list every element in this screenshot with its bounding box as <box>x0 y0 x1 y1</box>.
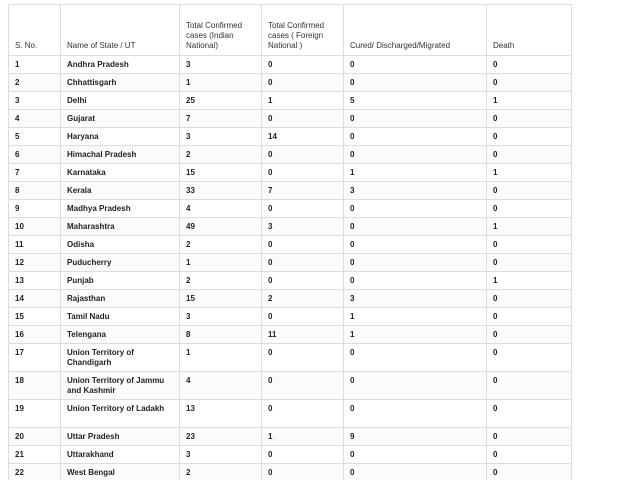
cell-cured: 0 <box>344 464 487 480</box>
cell-confirmed-indian: 3 <box>180 128 262 146</box>
cell-confirmed-foreign: 0 <box>262 110 344 128</box>
cell-confirmed-indian: 1 <box>180 254 262 272</box>
cell-death: 0 <box>487 372 572 400</box>
header-serial-number: S. No. <box>9 5 61 56</box>
cell-confirmed-indian: 15 <box>180 290 262 308</box>
cell-serial-number: 15 <box>9 308 61 326</box>
table-row <box>9 128 572 146</box>
cell-confirmed-foreign: 2 <box>262 290 344 308</box>
header-confirmed-foreign: Total Confirmed cases ( Foreign National ) <box>262 5 344 56</box>
cell-state-name: Andhra Pradesh <box>61 56 180 74</box>
cell-cured: 0 <box>344 446 487 464</box>
cell-state-name: Himachal Pradesh <box>61 146 180 164</box>
cell-state-name: Odisha <box>61 236 180 254</box>
cell-confirmed-foreign: 1 <box>262 428 344 446</box>
cell-death: 0 <box>487 400 572 428</box>
table-row <box>9 290 572 308</box>
table-row <box>9 236 572 254</box>
cell-death: 0 <box>487 200 572 218</box>
table-row <box>9 400 572 428</box>
cell-cured: 0 <box>344 110 487 128</box>
cell-confirmed-indian: 2 <box>180 464 262 480</box>
cell-serial-number: 21 <box>9 446 61 464</box>
cell-serial-number: 14 <box>9 290 61 308</box>
cell-confirmed-indian: 3 <box>180 308 262 326</box>
cell-confirmed-indian: 23 <box>180 428 262 446</box>
cell-state-name: West Bengal <box>61 464 180 480</box>
cell-confirmed-foreign: 11 <box>262 326 344 344</box>
cell-confirmed-foreign: 0 <box>262 56 344 74</box>
table-row <box>9 182 572 200</box>
cell-cured: 0 <box>344 56 487 74</box>
cell-cured: 3 <box>344 182 487 200</box>
cell-confirmed-indian: 8 <box>180 326 262 344</box>
table-row <box>9 344 572 372</box>
cell-state-name: Union Territory of Jammu and Kashmir <box>61 372 180 400</box>
header-row <box>9 5 572 56</box>
cell-confirmed-foreign: 0 <box>262 254 344 272</box>
header-cured: Cured/ Discharged/Migrated <box>344 5 487 56</box>
table-row <box>9 92 572 110</box>
cell-death: 0 <box>487 308 572 326</box>
cell-serial-number: 20 <box>9 428 61 446</box>
cell-death: 0 <box>487 74 572 92</box>
cell-cured: 9 <box>344 428 487 446</box>
cell-death: 1 <box>487 272 572 290</box>
cell-cured: 1 <box>344 326 487 344</box>
header-death: Death <box>487 5 572 56</box>
cell-death: 0 <box>487 128 572 146</box>
table-row <box>9 74 572 92</box>
cell-death: 0 <box>487 428 572 446</box>
cell-death: 0 <box>487 464 572 480</box>
cell-serial-number: 17 <box>9 344 61 372</box>
cell-cured: 0 <box>344 372 487 400</box>
cell-death: 0 <box>487 236 572 254</box>
cell-confirmed-indian: 33 <box>180 182 262 200</box>
cell-state-name: Uttarakhand <box>61 446 180 464</box>
cell-confirmed-indian: 7 <box>180 110 262 128</box>
cell-state-name: Tamil Nadu <box>61 308 180 326</box>
cell-confirmed-indian: 13 <box>180 400 262 428</box>
cell-cured: 0 <box>344 400 487 428</box>
cell-confirmed-foreign: 0 <box>262 400 344 428</box>
cell-serial-number: 3 <box>9 92 61 110</box>
cell-cured: 3 <box>344 290 487 308</box>
cell-state-name: Punjab <box>61 272 180 290</box>
cell-state-name: Kerala <box>61 182 180 200</box>
cell-confirmed-foreign: 0 <box>262 272 344 290</box>
cell-cured: 0 <box>344 344 487 372</box>
table-row <box>9 372 572 400</box>
table-body <box>9 56 572 480</box>
cell-confirmed-foreign: 0 <box>262 236 344 254</box>
cell-confirmed-indian: 2 <box>180 272 262 290</box>
cell-state-name: Uttar Pradesh <box>61 428 180 446</box>
cell-confirmed-indian: 3 <box>180 446 262 464</box>
table-row <box>9 308 572 326</box>
cell-confirmed-foreign: 7 <box>262 182 344 200</box>
cell-state-name: Union Territory of Ladakh <box>61 400 180 428</box>
header-state-name: Name of State / UT <box>61 5 180 56</box>
cell-cured: 0 <box>344 254 487 272</box>
cell-state-name: Union Territory of Chandigarh <box>61 344 180 372</box>
cell-death: 0 <box>487 254 572 272</box>
cell-confirmed-indian: 49 <box>180 218 262 236</box>
cell-confirmed-indian: 4 <box>180 200 262 218</box>
cell-serial-number: 10 <box>9 218 61 236</box>
cell-serial-number: 16 <box>9 326 61 344</box>
cell-cured: 0 <box>344 272 487 290</box>
cell-confirmed-foreign: 0 <box>262 308 344 326</box>
cell-state-name: Delhi <box>61 92 180 110</box>
cell-death: 0 <box>487 146 572 164</box>
cell-confirmed-foreign: 0 <box>262 200 344 218</box>
cell-confirmed-foreign: 14 <box>262 128 344 146</box>
table-row <box>9 164 572 182</box>
cell-death: 1 <box>487 218 572 236</box>
cell-serial-number: 1 <box>9 56 61 74</box>
cell-serial-number: 6 <box>9 146 61 164</box>
covid-cases-table <box>8 4 572 480</box>
cell-serial-number: 8 <box>9 182 61 200</box>
cell-serial-number: 4 <box>9 110 61 128</box>
cell-confirmed-foreign: 0 <box>262 446 344 464</box>
cell-confirmed-indian: 2 <box>180 236 262 254</box>
cell-confirmed-foreign: 0 <box>262 344 344 372</box>
cell-cured: 0 <box>344 236 487 254</box>
cell-serial-number: 19 <box>9 400 61 428</box>
cell-confirmed-foreign: 0 <box>262 146 344 164</box>
table-row <box>9 446 572 464</box>
header-confirmed-indian: Total Confirmed cases (Indian National) <box>180 5 262 56</box>
cell-state-name: Gujarat <box>61 110 180 128</box>
cell-serial-number: 13 <box>9 272 61 290</box>
cell-confirmed-foreign: 0 <box>262 372 344 400</box>
cell-serial-number: 2 <box>9 74 61 92</box>
cell-confirmed-foreign: 0 <box>262 74 344 92</box>
cell-confirmed-foreign: 1 <box>262 92 344 110</box>
cell-confirmed-foreign: 3 <box>262 218 344 236</box>
cell-cured: 1 <box>344 308 487 326</box>
cell-confirmed-indian: 1 <box>180 344 262 372</box>
cell-serial-number: 11 <box>9 236 61 254</box>
cell-confirmed-foreign: 0 <box>262 464 344 480</box>
cell-cured: 0 <box>344 74 487 92</box>
table-row <box>9 428 572 446</box>
cell-confirmed-foreign: 0 <box>262 164 344 182</box>
table-row <box>9 146 572 164</box>
table-row <box>9 272 572 290</box>
table-row <box>9 110 572 128</box>
cell-confirmed-indian: 25 <box>180 92 262 110</box>
cell-state-name: Madhya Pradesh <box>61 200 180 218</box>
cell-death: 1 <box>487 92 572 110</box>
cell-state-name: Karnataka <box>61 164 180 182</box>
cell-state-name: Haryana <box>61 128 180 146</box>
cell-state-name: Puducherry <box>61 254 180 272</box>
cell-death: 0 <box>487 182 572 200</box>
cell-cured: 1 <box>344 164 487 182</box>
cell-cured: 0 <box>344 128 487 146</box>
cell-serial-number: 5 <box>9 128 61 146</box>
table-row <box>9 464 572 480</box>
cell-serial-number: 18 <box>9 372 61 400</box>
cell-death: 0 <box>487 344 572 372</box>
cell-confirmed-indian: 4 <box>180 372 262 400</box>
cell-death: 0 <box>487 56 572 74</box>
cell-confirmed-indian: 1 <box>180 74 262 92</box>
cell-cured: 0 <box>344 218 487 236</box>
cell-death: 0 <box>487 326 572 344</box>
cell-confirmed-indian: 2 <box>180 146 262 164</box>
table-row <box>9 326 572 344</box>
cell-cured: 5 <box>344 92 487 110</box>
cell-serial-number: 22 <box>9 464 61 480</box>
cell-serial-number: 12 <box>9 254 61 272</box>
cell-state-name: Rajasthan <box>61 290 180 308</box>
cell-death: 0 <box>487 446 572 464</box>
cell-death: 0 <box>487 110 572 128</box>
cell-state-name: Maharashtra <box>61 218 180 236</box>
table-header <box>9 5 572 56</box>
table-row <box>9 56 572 74</box>
cell-state-name: Telengana <box>61 326 180 344</box>
table-row <box>9 254 572 272</box>
cell-serial-number: 9 <box>9 200 61 218</box>
cell-confirmed-indian: 3 <box>180 56 262 74</box>
table-row <box>9 200 572 218</box>
cell-death: 1 <box>487 164 572 182</box>
cell-confirmed-indian: 15 <box>180 164 262 182</box>
table-row <box>9 218 572 236</box>
cell-cured: 0 <box>344 200 487 218</box>
cell-state-name: Chhattisgarh <box>61 74 180 92</box>
cell-cured: 0 <box>344 146 487 164</box>
cell-death: 0 <box>487 290 572 308</box>
cell-serial-number: 7 <box>9 164 61 182</box>
